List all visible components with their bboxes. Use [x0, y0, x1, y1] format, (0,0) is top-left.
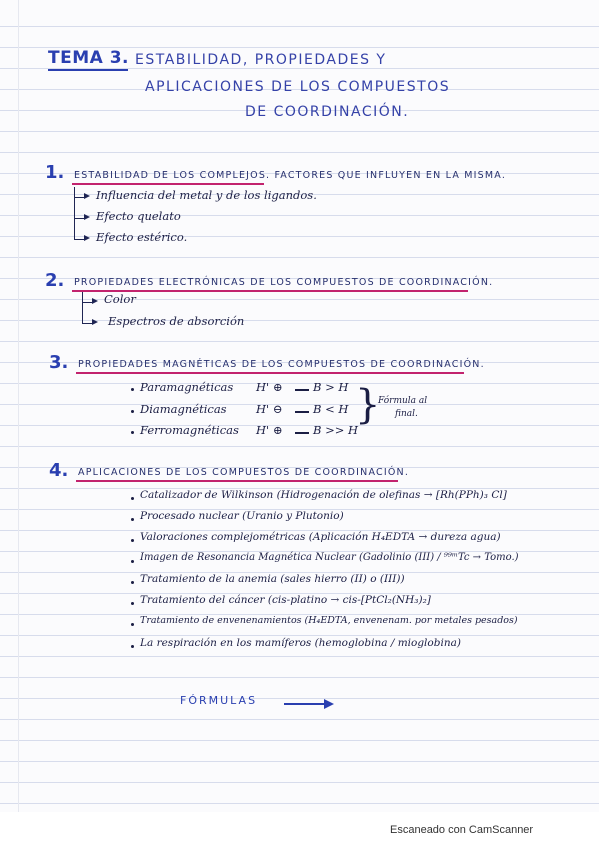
arrow-icon	[84, 235, 90, 241]
magnetic-type: Paramagnéticas	[140, 380, 234, 394]
arrow-icon	[295, 411, 309, 413]
application-item: La respiración en los mamíferos (hemoglobina / mioglobina)	[140, 637, 461, 649]
application-item: Valoraciones complejométricas (Aplicación H₄EDTA → dureza agua)	[140, 531, 501, 543]
application-item: Imagen de Resonancia Magnética Nuclear (Gadolinio (III) / ⁹⁹ᵐTc → Tomo.)	[140, 552, 519, 563]
formula-note: final.	[395, 409, 418, 419]
arrow-icon	[92, 319, 98, 325]
curly-brace: }	[355, 382, 381, 428]
bullet	[131, 497, 134, 500]
section-2-heading: PROPIEDADES ELECTRÓNICAS DE LOS COMPUESTOS DE COORDINACIÓN.	[74, 277, 494, 288]
magnetic-type: Diamagnéticas	[140, 402, 227, 416]
magnetic-field: H' ⊕	[256, 380, 283, 394]
bullet	[131, 623, 134, 626]
section-4-heading: APLICACIONES DE LOS COMPUESTOS DE COORDINACIÓN.	[78, 467, 410, 478]
section-1-number: 1.	[45, 162, 65, 183]
section-3-heading: PROPIEDADES MAGNÉTICAS DE LOS COMPUESTOS DE COORDINACIÓN.	[78, 359, 485, 370]
list-item: Influencia del metal y de los ligandos.	[96, 188, 317, 202]
application-item: Tratamiento del cáncer (cis-platino → cis-[PtCl₂(NH₃)₂]	[140, 594, 431, 606]
topic-number: TEMA 3.	[48, 48, 129, 68]
magnetic-relation: B >> H	[313, 423, 359, 437]
list-item: Efecto quelato	[96, 209, 181, 223]
topic-number-underline	[48, 69, 128, 71]
bullet	[131, 388, 134, 391]
magnetic-type: Ferromagnéticas	[140, 423, 239, 437]
title-line-3: DE COORDINACIÓN.	[245, 104, 410, 120]
section-1-heading: ESTABILIDAD DE LOS COMPLEJOS. FACTORES QUE INFLUYEN EN LA MISMA.	[74, 170, 507, 181]
list-item: Espectros de absorción	[108, 314, 245, 328]
arrow-icon	[295, 389, 309, 391]
magnetic-field: H' ⊕	[256, 423, 283, 437]
title-line-1: ESTABILIDAD, PROPIEDADES Y	[135, 52, 387, 68]
magnetic-relation: B < H	[313, 402, 349, 416]
application-item: Catalizador de Wilkinson (Hidrogenación de olefinas → [Rh(PPh)₃ Cl]	[140, 489, 507, 501]
application-item: Tratamiento de envenenamientos (H₄EDTA, envenenam. por metales pesados)	[140, 615, 518, 626]
section-3-number: 3.	[49, 352, 69, 373]
application-item: Procesado nuclear (Uranio y Plutonio)	[140, 510, 344, 522]
bullet	[131, 518, 134, 521]
bullet	[131, 431, 134, 434]
section-3-underline	[76, 372, 464, 374]
magnetic-relation: B > H	[313, 380, 349, 394]
arrow-icon	[284, 703, 326, 705]
magnetic-field: H' ⊖	[256, 402, 283, 416]
bullet	[131, 602, 134, 605]
bullet	[131, 645, 134, 648]
section-2-number: 2.	[45, 270, 65, 291]
application-item: Tratamiento de la anemia (sales hierro (II) o (III))	[140, 573, 405, 585]
formula-note: Fórmula al	[378, 396, 428, 406]
scanner-watermark: Escaneado con CamScanner	[390, 824, 534, 836]
bullet	[131, 410, 134, 413]
formulas-label: FÓRMULAS	[180, 694, 258, 707]
arrowhead-icon	[324, 699, 334, 709]
arrow-icon	[295, 432, 309, 434]
list-item: Efecto estérico.	[96, 230, 188, 244]
bullet	[131, 581, 134, 584]
list-item: Color	[104, 292, 136, 306]
title-line-2: APLICACIONES DE LOS COMPUESTOS	[145, 79, 451, 95]
section-1-underline	[72, 183, 264, 185]
section-4-underline	[76, 480, 398, 482]
margin-line	[18, 0, 19, 812]
section-4-number: 4.	[49, 460, 69, 481]
bullet	[131, 539, 134, 542]
bullet	[131, 560, 134, 563]
